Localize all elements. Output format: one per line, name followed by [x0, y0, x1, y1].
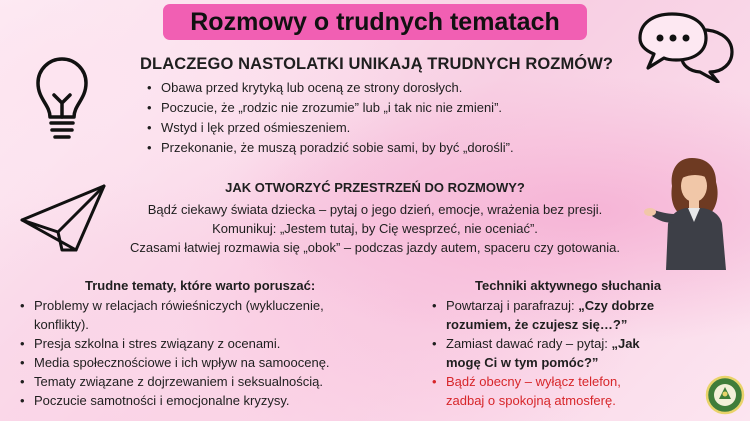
section2-body — [0, 200, 750, 257]
list-item: • Tematy związane z dojrzewaniem i seksualnością. — [20, 372, 360, 391]
section2-line: Bądź ciekawy świata dziecka – pytaj o jego dzień, emocje, wrażenia bez presji. — [147, 202, 603, 217]
list-item — [432, 334, 662, 372]
list-item: • Poczucie, że „rodzic nie zrozumie” lub „i tak nic nie zmieni”. — [147, 98, 514, 118]
section2-line: Czasami łatwiej rozmawia się „obok” – podczas jazdy autem, spaceru czy gotowania. — [130, 240, 620, 255]
item-text: Powtarzaj i parafrazuj: — [446, 298, 579, 313]
item-quote: „Czy dobrze rozumiem, że czujesz się…?” — [446, 298, 655, 332]
reasons-list — [147, 78, 514, 158]
page-title: Rozmowy o trudnych tematach — [190, 7, 560, 36]
list-item: • Problemy w relacjach rówieśniczych (wykluczenie, konflikty). — [20, 296, 360, 334]
section4-heading: Techniki aktywnego słuchania — [475, 278, 662, 293]
list-item-highlight: • Bądź obecny – wyłącz telefon, zadbaj o spokojną atmosferę. — [432, 372, 662, 410]
title-banner — [163, 4, 587, 40]
item-quote: „Jak mogę Ci w tym pomóc?” — [446, 336, 640, 370]
section1-heading: DLACZEGO NASTOLATKI UNIKAJĄ TRUDNYCH ROZMÓW? — [140, 55, 614, 73]
list-item — [432, 296, 662, 334]
section2-heading: JAK OTWORZYĆ PRZESTRZEŃ DO ROZMOWY? — [225, 180, 525, 195]
list-item: • Przekonanie, że muszą poradzić sobie sami, by być „dorośli”. — [147, 138, 514, 158]
list-item: • Obawa przed krytyką lub oceną ze strony dorosłych. — [147, 78, 514, 98]
section2-line: Komunikuj: „Jestem tutaj, by Cię wesprzeć, nie oceniać”. — [212, 221, 538, 236]
school-logo-badge — [705, 375, 745, 415]
item-text: Zamiast dawać rady – pytaj: — [446, 336, 612, 351]
topics-list — [20, 296, 360, 410]
list-item: • Media społecznościowe i ich wpływ na samoocenę. — [20, 353, 360, 372]
list-item: • Wstyd i lęk przed ośmieszeniem. — [147, 118, 514, 138]
section3-heading: Trudne tematy, które warto poruszać: — [85, 278, 316, 293]
lightbulb-icon — [30, 55, 94, 145]
list-item: • Poczucie samotności i emocjonalne kryzysy. — [20, 391, 360, 410]
speech-bubbles-icon — [636, 8, 736, 83]
listening-techniques-list — [432, 296, 662, 410]
list-item: • Presja szkolna i stres związany z ocenami. — [20, 334, 360, 353]
